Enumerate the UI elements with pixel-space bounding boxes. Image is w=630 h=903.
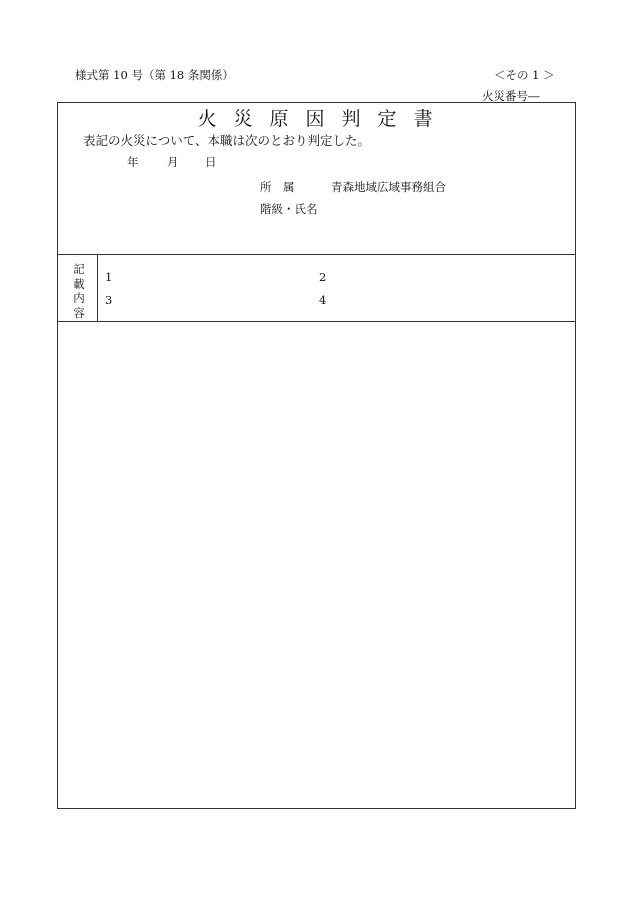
date-year-label: 年 bbox=[127, 155, 139, 169]
judgment-statement: 表記の火災について、本職は次のとおり判定した。 bbox=[83, 133, 371, 148]
affiliation-value: 青森地域広域事務組合 bbox=[331, 180, 446, 194]
date-month-label: 月 bbox=[167, 155, 179, 169]
blank-body-area bbox=[58, 322, 575, 808]
contents-label-char: 内 bbox=[73, 291, 85, 305]
section-divider-top bbox=[57, 254, 576, 255]
date-day-label: 日 bbox=[205, 155, 217, 169]
form-number: 様式第 10 号（第 18 条関係） bbox=[75, 68, 234, 82]
contents-label-char: 載 bbox=[73, 276, 85, 291]
contents-item-1: 1 bbox=[105, 270, 113, 284]
rank-name-label: 階級・氏名 bbox=[260, 202, 318, 216]
contents-item-3: 3 bbox=[105, 293, 113, 307]
contents-label-char: 記 bbox=[73, 262, 85, 276]
contents-item-4: 4 bbox=[319, 293, 327, 307]
fire-number-label: 火災番号― bbox=[482, 89, 540, 103]
contents-label-char: 容 bbox=[73, 305, 85, 320]
document-title: 火災原因判定書 bbox=[197, 108, 450, 130]
contents-item-2: 2 bbox=[319, 270, 327, 284]
affiliation-label: 所 属 bbox=[260, 180, 295, 194]
contents-label-divider bbox=[97, 254, 98, 321]
contents-section-label bbox=[62, 262, 96, 320]
page-tag: ＜その 1 ＞ bbox=[494, 68, 555, 82]
